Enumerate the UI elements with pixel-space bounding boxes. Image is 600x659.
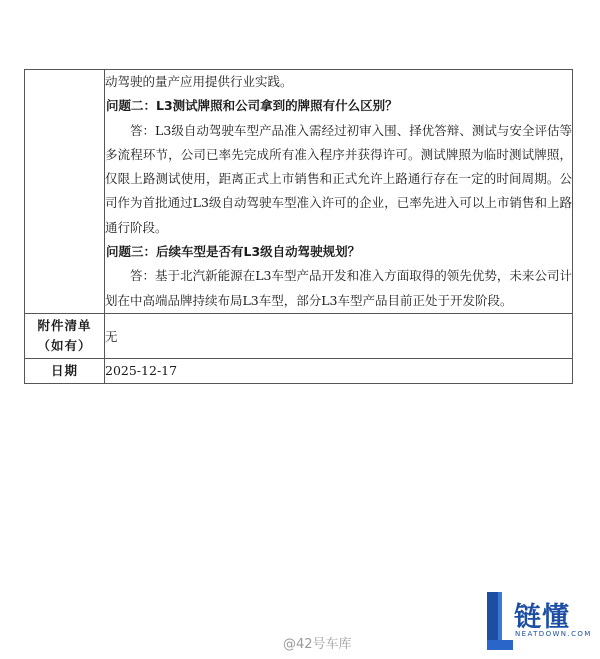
content-line: 动驾驶的量产应用提供行业实践。 (105, 74, 293, 89)
attachments-label-line1: 附件清单 (37, 317, 92, 333)
content-label-cell (25, 70, 105, 314)
attachments-row (25, 313, 573, 358)
attachments-value: 无 (105, 313, 573, 358)
neatdown-logo (484, 588, 600, 659)
content-cell (105, 70, 573, 314)
attachments-label-line2: （如有） (37, 337, 92, 353)
document-table (24, 69, 573, 384)
content-row (25, 70, 573, 314)
question-three-heading: 问题三：后续车型是否有L3级自动驾驶规划？ (106, 244, 361, 260)
date-value: 2025-12-17 (105, 358, 573, 383)
attachments-label (25, 313, 105, 358)
answer-three-text: 答：基于北汽新能源在L3车型产品开发和准入方面取得的领先优势，未来公司计划在中高端品牌持续布局L3车型，部分L3车型产品目前正处于开发阶段。 (105, 268, 572, 308)
logo-l-icon (484, 588, 514, 659)
logo-cn-text: 链懂 (514, 602, 570, 633)
logo-en-text: NEATDOWN.COM (515, 630, 592, 638)
date-label: 日期 (25, 358, 105, 383)
question-two-heading: 问题二：L3测试牌照和公司拿到的牌照有什么区别？ (106, 98, 398, 114)
answer-two-text: 答：L3级自动驾驶车型产品准入需经过初审入围、择优答辩、测试与安全评估等多流程环节，公司已率先完成所有准入程序并获得许可。测试牌照为临时测试牌照，仅限上路测试使用，距离正式上市销售和正式允许上路通行存在一定的时间周期。公司作为首批通过L3级自动驾驶车型准入许可的企业，已率先进入可以上市销售和上路通行阶段。 (105, 122, 572, 235)
date-row (25, 358, 573, 383)
watermark-text: @42号车库 (283, 637, 352, 652)
